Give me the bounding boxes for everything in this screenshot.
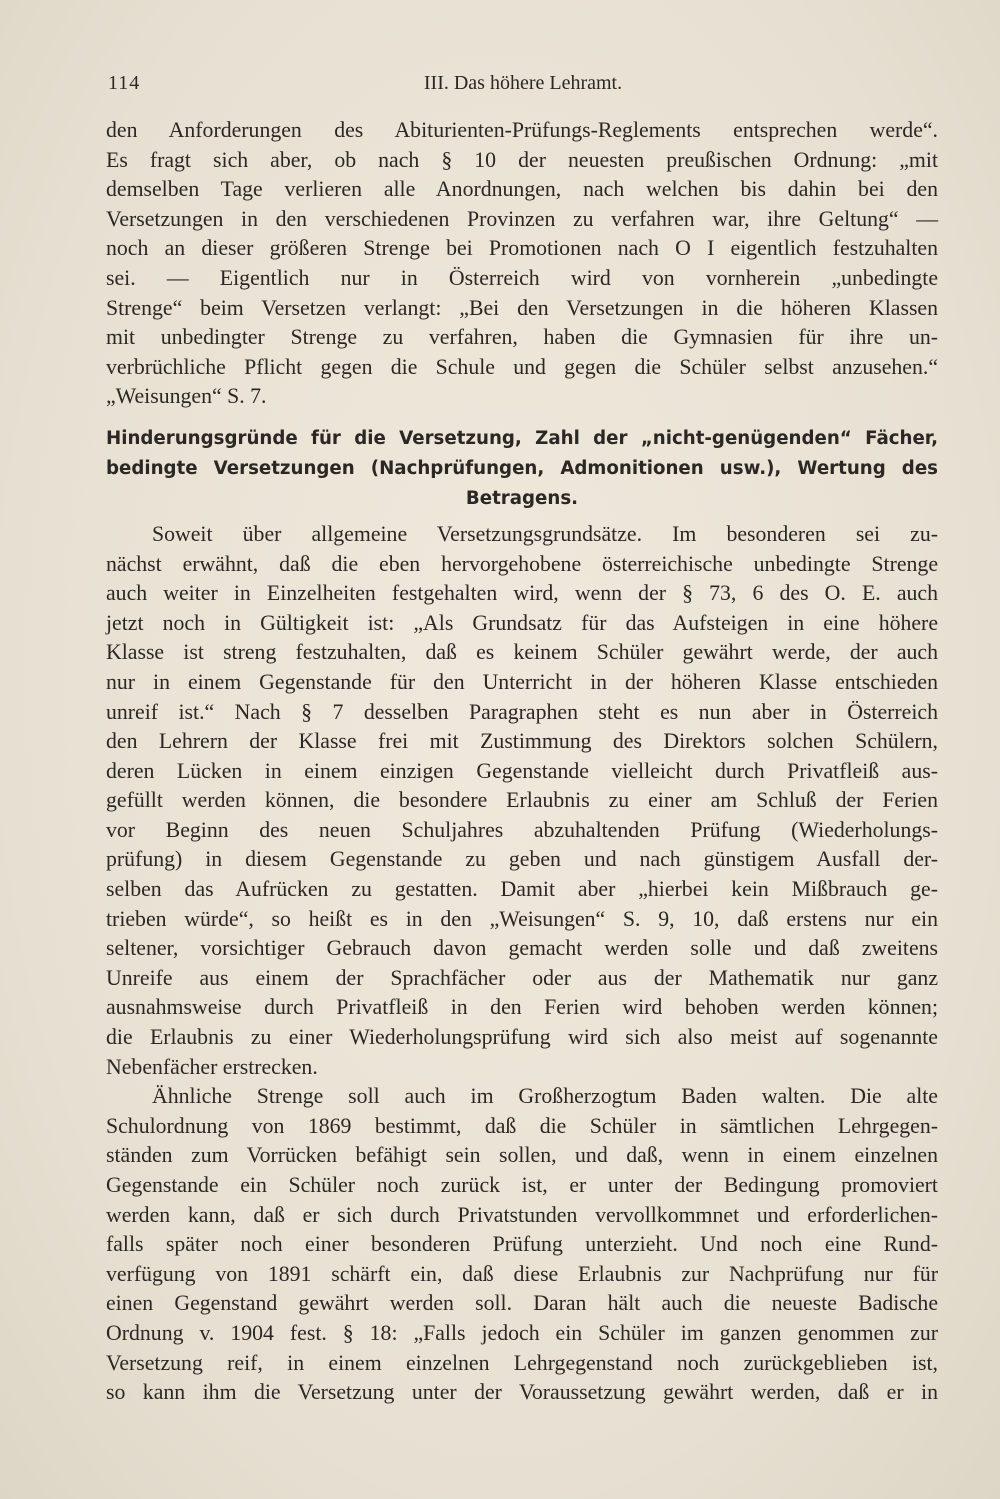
text-line: Nebenfächer erstrecken. [106, 1054, 318, 1079]
text-line: demselben Tage verlieren alle Anordnungen, nach welchen bis dahin bei den [106, 177, 938, 202]
text-line: trieben würde“, so heißt es in den „Weisungen“ S. 9, 10, daß erstens nur ein [106, 906, 938, 931]
text-line: Versetzungen in den verschiedenen Provinzen zu verfahren war, ihre Geltung“ — [106, 206, 938, 231]
text-line: jetzt noch in Gültigkeit ist: „Als Grundsatz für das Aufsteigen in eine höhere [106, 610, 938, 635]
text-line: Gegenstande ein Schüler noch zurück ist, er unter der Bedingung promoviert [106, 1173, 938, 1197]
paragraph-3 [106, 1082, 938, 1408]
text-line: nur in einem Gegenstande für den Unterricht in der höheren Klasse entschieden [106, 669, 938, 694]
page-body [106, 116, 938, 1408]
text-line: prüfung) in diesem Gegenstande zu geben und nach günstigem Ausfall der- [106, 847, 938, 872]
section-heading [106, 424, 938, 514]
text-line: Es fragt sich aber, ob nach § 10 der neuesten preußischen Ordnung: „mit [106, 147, 938, 172]
text-line: einen Gegenstand gewährt werden soll. Daran hält auch die neueste Badische [106, 1291, 938, 1316]
heading-line: bedingte Versetzungen (Nachprüfungen, Admonitionen usw.), Wertung des [106, 457, 938, 479]
text-line: auch weiter in Einzelheiten festgehalten wird, wenn der § 73, 6 des O. E. auch [106, 581, 938, 606]
text-line: falls später noch einer besonderen Prüfung unterzieht. Und noch eine Rund- [106, 1232, 938, 1257]
heading-line: Hinderungsgründe für die Versetzung, Zahl der „nicht-genügenden“ Fächer, [106, 427, 938, 449]
text-line: nächst erwähnt, daß die eben hervorgehobene österreichische unbedingte Strenge [106, 551, 938, 576]
text-line: Unreife aus einem der Sprachfächer oder aus der Mathematik nur ganz [106, 965, 938, 990]
text-line: noch an dieser größeren Strenge bei Promotionen nach O I eigentlich festzuhalten [106, 236, 938, 261]
page-number: 114 [108, 72, 141, 94]
heading-line: Betragens. [465, 487, 579, 509]
text-line: Ähnliche Strenge soll auch im Großherzogtum Baden walten. Die alte [152, 1084, 938, 1109]
running-head: III. Das höhere Lehramt. [423, 72, 623, 94]
text-line: unreif ist.“ Nach § 7 desselben Paragraphen steht es nun aber in Österreich [106, 699, 938, 724]
paragraph-2 [106, 520, 938, 1082]
text-line: sei. — Eigentlich nur in Österreich wird von vornherein „unbedingte [106, 265, 938, 290]
text-line: Klasse ist streng festzuhalten, daß es keinem Schüler gewährt werde, der auch [106, 640, 938, 665]
text-line: Versetzung reif, in einem einzelnen Lehrgegenstand noch zurückgeblieben ist, [106, 1350, 938, 1375]
text-line: ständen zum Vorrücken befähigt sein sollen, und daß, wenn in einem einzelnen [106, 1143, 938, 1168]
text-line: die Erlaubnis zu einer Wiederholungsprüfung wird sich also meist auf sogenannte [106, 1025, 938, 1050]
text-line: Schulordnung von 1869 bestimmt, daß die Schüler in sämtlichen Lehrgegen- [106, 1113, 938, 1138]
text-line: gefüllt werden können, die besondere Erlaubnis zu einer am Schluß der Ferien [106, 788, 938, 813]
text-line: so kann ihm die Versetzung unter der Voraussetzung gewährt werden, daß er in [106, 1380, 938, 1405]
text-line: verbrüchliche Pflicht gegen die Schule und gegen die Schüler selbst anzusehen.“ [106, 354, 938, 379]
text-line: werden kann, daß er sich durch Privatstunden vervollkommnet und erforderlichen- [106, 1202, 938, 1227]
page-header [108, 72, 938, 102]
text-line: ausnahmsweise durch Privatfleiß in den Ferien wird behoben werden können; [106, 995, 938, 1020]
paragraph-1 [106, 116, 938, 412]
text-line: mit unbedingter Strenge zu verfahren, haben die Gymnasien für ihre un- [106, 325, 938, 350]
text-line: selben das Aufrücken zu gestatten. Damit aber „hierbei kein Mißbrauch ge- [106, 877, 938, 902]
text-line: Soweit über allgemeine Versetzungsgrundsätze. Im besonderen sei zu- [152, 521, 938, 546]
text-line: vor Beginn des neuen Schuljahres abzuhaltenden Prüfung (Wiederholungs- [106, 817, 938, 842]
text-line: Strenge“ beim Versetzen verlangt: „Bei den Versetzungen in die höheren Klassen [106, 295, 938, 320]
text-line: Ordnung v. 1904 fest. § 18: „Falls jedoch ein Schüler im ganzen genommen zur [106, 1320, 938, 1345]
text-line: deren Lücken in einem einzigen Gegenstande vielleicht durch Privatfleiß aus- [106, 758, 938, 783]
text-line: den Lehrern der Klasse frei mit Zustimmung des Direktors solchen Schülern, [106, 729, 938, 754]
text-line: „Weisungen“ S. 7. [106, 384, 267, 409]
text-line: seltener, vorsichtiger Gebrauch davon gemacht werden solle und daß zweitens [106, 936, 938, 961]
text-line: den Anforderungen des Abiturienten-Prüfungs-Reglements entsprechen werde“. [106, 118, 938, 142]
text-line: verfügung von 1891 schärft ein, daß diese Erlaubnis zur Nachprüfung nur für [106, 1261, 938, 1286]
